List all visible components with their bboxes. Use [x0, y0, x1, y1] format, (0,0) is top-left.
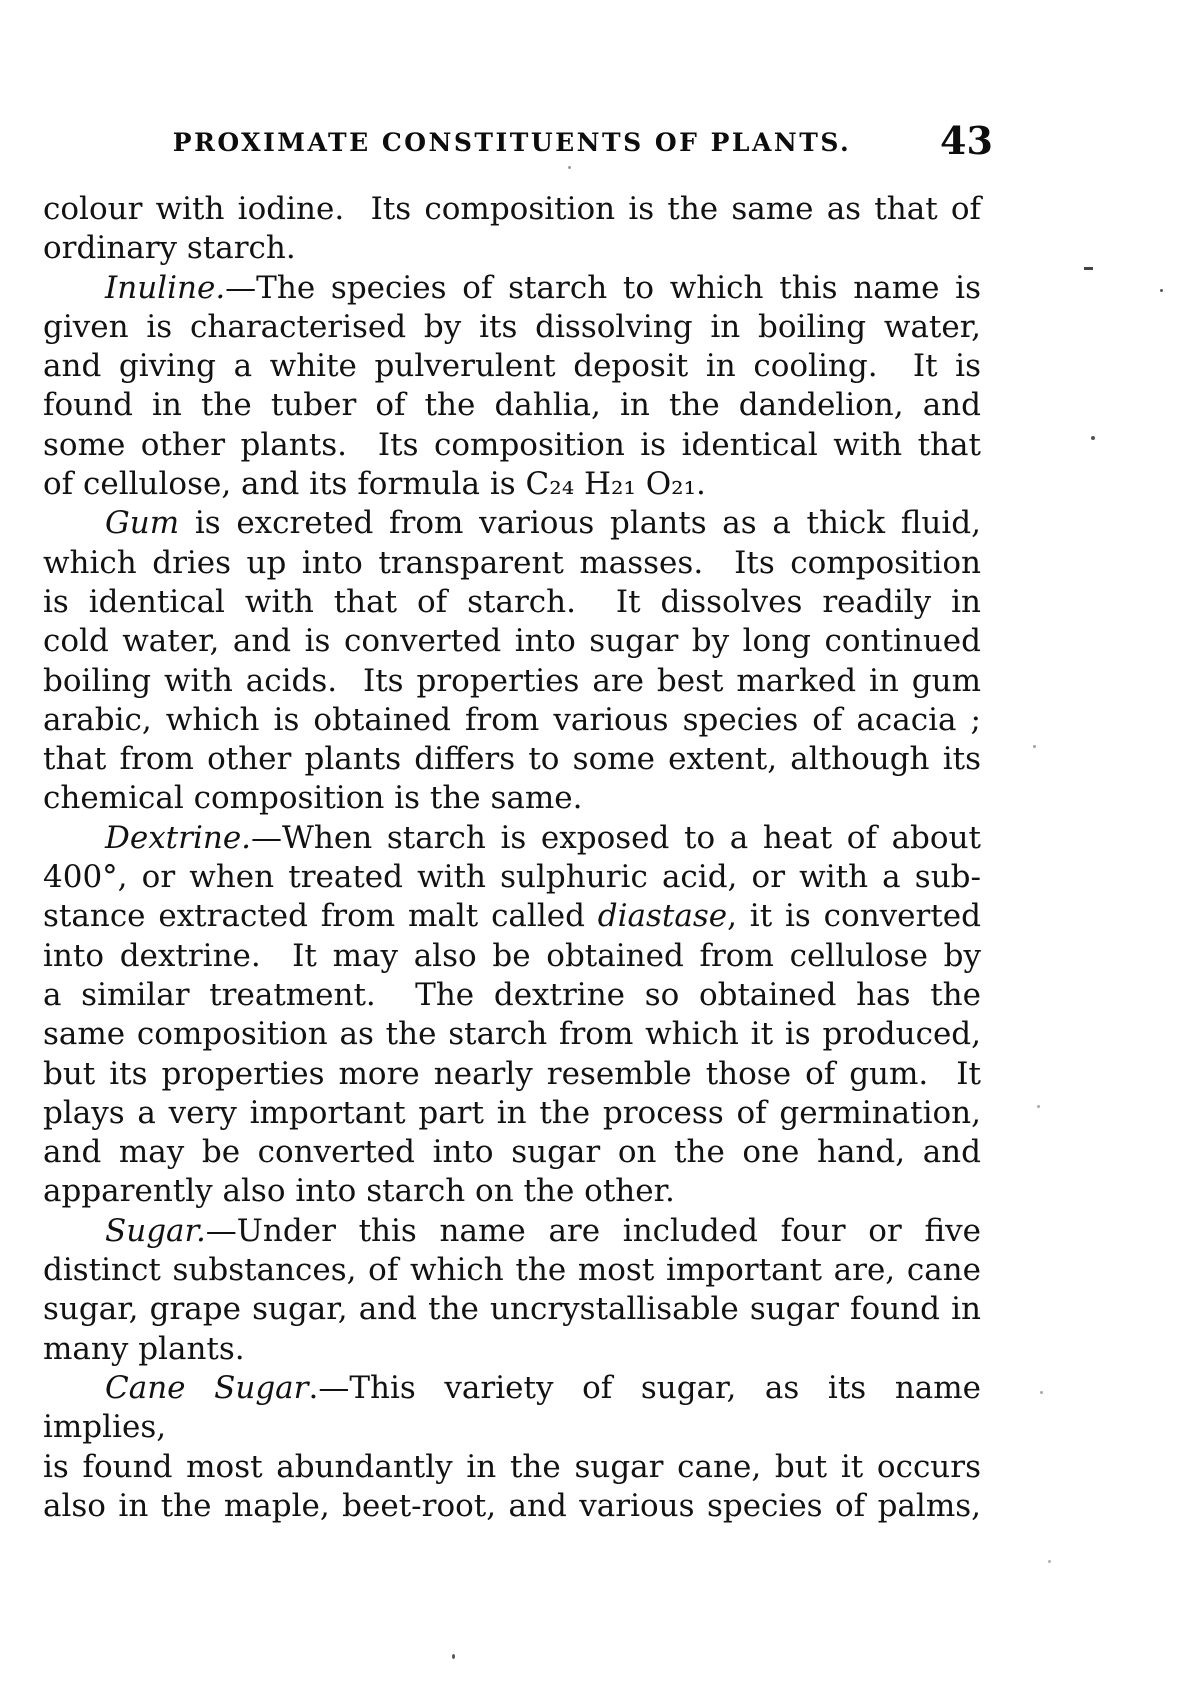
- ink-speck: [1091, 436, 1095, 440]
- text-run: distinct substances, of which the most important are, cane: [43, 1252, 981, 1289]
- text-line: [43, 937, 981, 976]
- text-run: boiling with acids. Its properties are best marked in gum: [43, 662, 981, 699]
- page-number: 43: [940, 118, 993, 163]
- text-line: [43, 897, 981, 936]
- text-run: into dextrine. It may also be obtained from cellulose by: [43, 937, 981, 974]
- text-line: [43, 583, 981, 622]
- ink-speck: [1033, 745, 1036, 748]
- text-run: —The species of starch to which this name is: [225, 269, 981, 306]
- text-run: apparently also into starch on the other.: [43, 1173, 675, 1210]
- text-line: [43, 229, 981, 268]
- text-line: [43, 1212, 981, 1251]
- text-line: [43, 347, 981, 386]
- italic-term: Cane Sugar: [105, 1369, 309, 1406]
- text-line: [43, 858, 981, 897]
- italic-term: Sugar.: [105, 1212, 206, 1249]
- text-run: also in the maple, beet-root, and various species of palms,: [43, 1487, 981, 1524]
- text-line: [43, 1487, 981, 1526]
- italic-term: diastase: [597, 898, 728, 935]
- text-run: plays a very important part in the process of germination,: [43, 1094, 981, 1131]
- text-run: is identical with that of starch. It dissolves readily in: [43, 583, 981, 620]
- text-run: found in the tuber of the dahlia, in the dandelion, and: [43, 387, 981, 424]
- body-text: [43, 190, 981, 1526]
- italic-term: Dextrine.: [105, 819, 252, 856]
- text-run: cold water, and is converted into sugar by long continued: [43, 623, 981, 660]
- italic-term: Gum: [105, 505, 180, 542]
- text-line: [43, 1448, 981, 1487]
- ink-speck: [568, 166, 571, 169]
- text-run: and giving a white pulverulent deposit in cooling. It is: [43, 348, 981, 385]
- ink-speck: [1048, 1560, 1051, 1563]
- text-line: [43, 622, 981, 661]
- text-run: given is characterised by its dissolving in boiling water,: [43, 308, 981, 345]
- text-line: [43, 386, 981, 425]
- text-line: [43, 1094, 981, 1133]
- text-line: [43, 1133, 981, 1172]
- text-run: stance extracted from malt called: [43, 898, 598, 935]
- text-line: [43, 701, 981, 740]
- text-line: [43, 1290, 981, 1329]
- text-run: but its properties more nearly resemble those of gum. It: [43, 1055, 981, 1092]
- ink-speck: [1084, 267, 1093, 270]
- text-run: .—This variety of sugar, as its name implies,: [43, 1369, 982, 1446]
- text-run: a similar treatment. The dextrine so obtained has the: [43, 976, 981, 1013]
- text-line: [43, 426, 981, 465]
- text-run: many plants.: [43, 1330, 245, 1367]
- text-run: chemical composition is the same.: [43, 780, 583, 817]
- text-line: [43, 662, 981, 701]
- ink-speck: [1160, 289, 1163, 292]
- text-run: , it is converted: [727, 898, 981, 935]
- paragraph: [43, 504, 981, 818]
- text-line: [43, 1330, 981, 1369]
- text-run: —When starch is exposed to a heat of about: [251, 819, 981, 856]
- text-run: which dries up into transparent masses. Its composition: [43, 544, 981, 581]
- text-line: [43, 1369, 981, 1448]
- text-run: is found most abundantly in the sugar cane, but it occurs: [43, 1448, 981, 1485]
- text-run: is excreted from various plants as a thick fluid,: [179, 505, 981, 542]
- ink-speck: [452, 1654, 455, 1659]
- text-run: 400°, or when treated with sulphuric acid, or with a sub-: [43, 859, 981, 896]
- text-line: [43, 740, 981, 779]
- text-line: [43, 504, 981, 543]
- text-run: that from other plants differs to some extent, although its: [43, 741, 981, 778]
- text-line: [43, 779, 981, 818]
- ink-speck: [1037, 1105, 1040, 1108]
- text-line: [43, 819, 981, 858]
- paragraph: [43, 1212, 981, 1369]
- text-run: some other plants. Its composition is identical with that: [43, 426, 981, 463]
- text-line: [43, 976, 981, 1015]
- italic-term: Inuline.: [105, 269, 226, 306]
- text-line: [43, 190, 981, 229]
- text-line: [43, 544, 981, 583]
- ink-speck: [1040, 1391, 1043, 1394]
- text-run: arabic, which is obtained from various species of acacia ;: [43, 701, 981, 738]
- text-run: and may be converted into sugar on the one hand, and: [43, 1134, 981, 1171]
- text-run: ordinary starch.: [43, 230, 296, 267]
- text-line: [43, 1015, 981, 1054]
- text-line: [43, 1055, 981, 1094]
- paragraph: [43, 1369, 981, 1526]
- text-run: sugar, grape sugar, and the uncrystallisable sugar found in: [43, 1291, 981, 1328]
- paragraph: [43, 819, 981, 1212]
- text-line: [43, 269, 981, 308]
- text-line: [43, 1172, 981, 1211]
- text-run: colour with iodine. Its composition is the same as that of: [43, 191, 981, 227]
- text-line: [43, 1251, 981, 1290]
- text-run: same composition as the starch from which it is produced,: [43, 1016, 981, 1053]
- text-line: [43, 465, 981, 504]
- running-header: PROXIMATE CONSTITUENTS OF PLANTS.: [172, 128, 852, 157]
- paragraph: [43, 269, 981, 505]
- text-run: —Under this name are included four or five: [205, 1212, 981, 1249]
- paragraph: [43, 190, 981, 269]
- text-line: [43, 308, 981, 347]
- text-run: of cellulose, and its formula is C₂₄ H₂₁ O₂₁.: [43, 466, 706, 503]
